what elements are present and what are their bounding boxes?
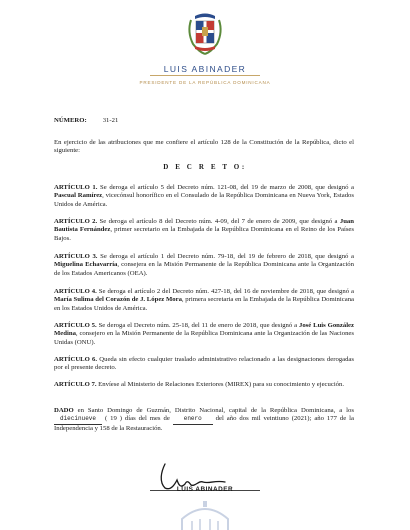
- decree-number-value: 31-21: [102, 117, 119, 124]
- day-number: ( 19 ): [104, 415, 122, 423]
- article-text: Se deroga el artículo 5 del Decreto núm. 121-08, del 19 de marzo de 2008, que designó a: [97, 184, 355, 191]
- article-person: Juan Bautista Fernández: [54, 218, 354, 234]
- article-7: [54, 381, 354, 389]
- decree-number-label: NÚMERO:: [54, 117, 87, 124]
- article-text: , primer secretario en la Embajada de la República Dominicana en el Reino de los Países Bajos.: [54, 226, 354, 242]
- article-text: Se deroga el artículo 1 del Decreto núm. 79-18, del 19 de febrero de 2018, que designó a: [97, 253, 355, 260]
- article-4: [54, 288, 354, 313]
- article-label: ARTÍCULO 7.: [54, 381, 97, 388]
- header-divider: [150, 75, 260, 76]
- article-text: , vicecónsul honorífico en el Consulado de la República Dominicana en Nueva York, Estados Unidos de América.: [54, 192, 354, 208]
- dado-text: del año dos mil veintiuno (2021); año 177 de la Independencia y 158 de la Restauración.: [54, 415, 354, 432]
- palace-dome-icon: [170, 497, 240, 530]
- article-text: , primera secretaria en la Embajada de la República Dominicana en los Estados Unidos de América.: [54, 296, 355, 312]
- article-label: ARTÍCULO 2.: [54, 218, 98, 225]
- article-person: Pascual Ramírez: [54, 192, 103, 200]
- article-text: Queda sin efecto cualquier traslado administrativo relacionado a las designaciones derogadas por el presente decreto.: [54, 356, 355, 372]
- article-text: Se deroga el Decreto núm. 25-18, del 11 de enero de 2018, que designó a: [96, 322, 299, 329]
- article-label: ARTÍCULO 3.: [54, 253, 98, 260]
- month-field: enero: [173, 415, 213, 424]
- article-text: Se deroga el artículo 8 del Decreto núm. 4-09, del 7 de enero de 2009, que designó a: [97, 218, 340, 225]
- coat-of-arms-icon: [185, 10, 225, 56]
- article-6: [54, 356, 354, 373]
- dado-label: DADO: [54, 407, 74, 414]
- article-text: , consejero en la Misión Permanente de la República Dominicana ante la Organización de las Naciones Unidas (ONU).: [54, 330, 354, 346]
- header-subtitle: PRESIDENTE DE LA REPÚBLICA DOMINICANA: [139, 80, 271, 85]
- header-name: LUIS ABINADER: [163, 64, 247, 74]
- day-word-field: diecinueve: [54, 415, 102, 424]
- dado-text: días del mes de: [121, 415, 173, 423]
- article-person: Miguelina Echavarría: [54, 261, 118, 269]
- article-2: [54, 218, 354, 243]
- article-text: , consejera en la Misión Permanente de la República Dominicana ante la Organización de los Estados Americanos (OEA).: [54, 261, 354, 277]
- intro-paragraph: En ejercicio de las atribuciones que me confiere el artículo 128 de la Constitución de la República, dicto el siguiente:: [54, 139, 354, 155]
- dado-paragraph: [54, 407, 354, 433]
- article-text: Envíese al Ministerio de Relaciones Exteriores (MIREX) para su conocimiento y ejecución.: [96, 381, 345, 388]
- signatory-name: LUIS ABINADER: [176, 486, 234, 493]
- dado-text: en Santo Domingo de Guzmán, Distrito Nacional, capital de la República Dominicana, a los: [73, 407, 354, 414]
- article-5: [54, 322, 354, 347]
- article-label: ARTÍCULO 4.: [54, 288, 97, 295]
- article-label: ARTÍCULO 1.: [54, 184, 98, 191]
- decree-number: [54, 117, 354, 125]
- article-label: ARTÍCULO 5.: [54, 322, 97, 329]
- article-person: María Sulima del Corazón de J. López Mora: [54, 296, 182, 304]
- article-3: [54, 253, 354, 278]
- article-1: [54, 184, 354, 209]
- article-label: ARTÍCULO 6.: [54, 356, 98, 363]
- article-person: José Luis González Medina: [54, 322, 354, 338]
- article-text: Se deroga el artículo 2 del Decreto núm. 427-18, del 16 de noviembre de 2018, que designó a: [96, 288, 355, 295]
- decree-title: D E C R E T O:: [163, 163, 247, 171]
